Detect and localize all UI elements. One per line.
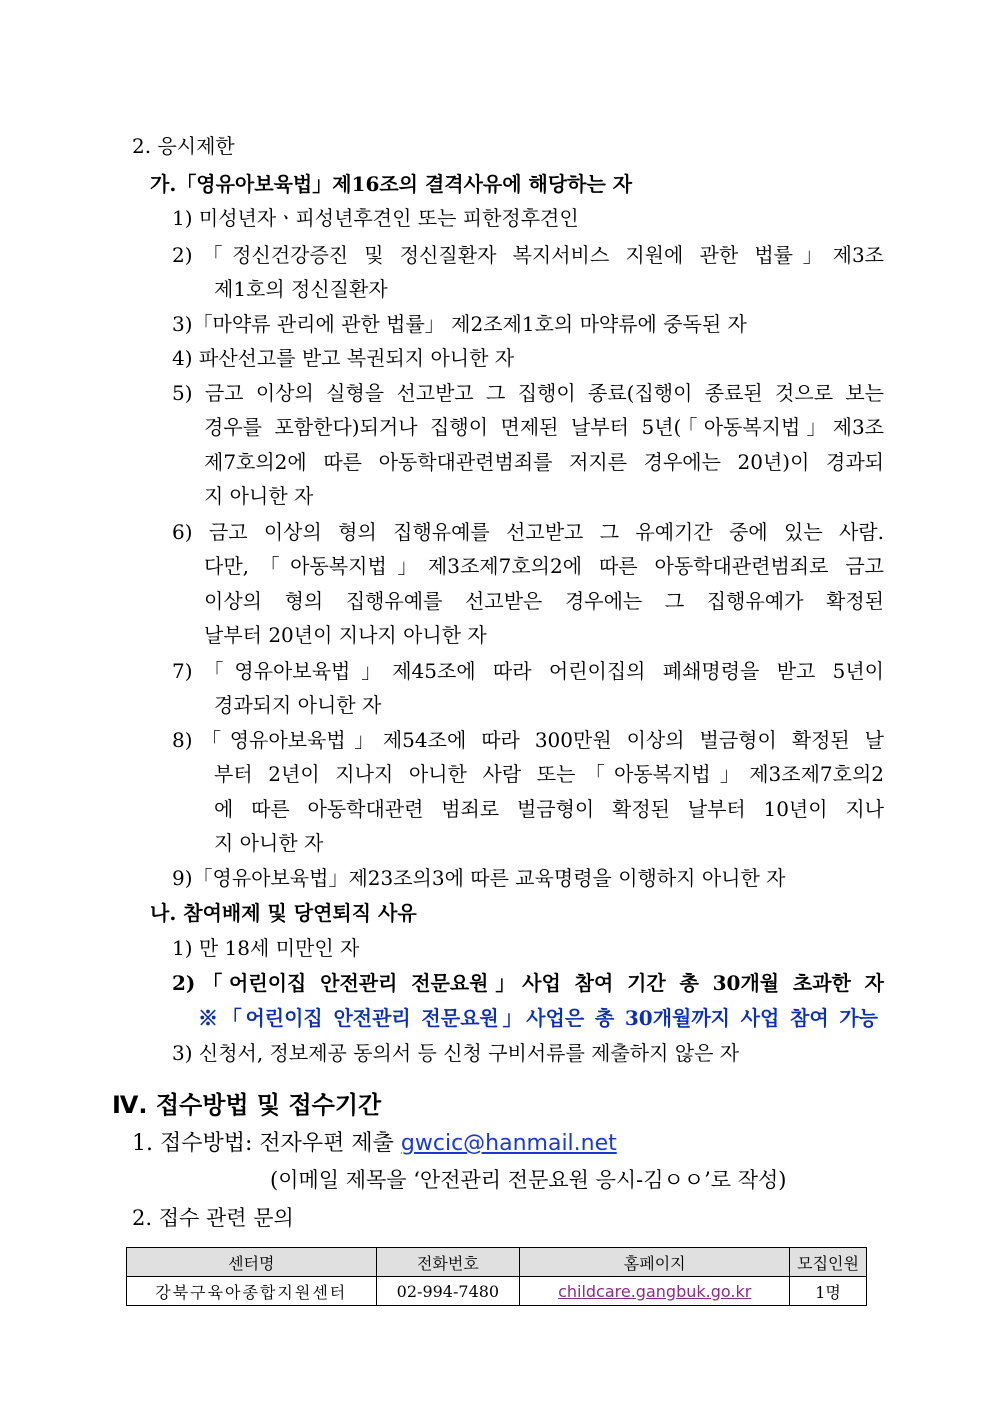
- ga-item-8-cont: 지 아니한 자: [214, 831, 324, 855]
- table-header-cell: 모집인원: [790, 1248, 867, 1277]
- table-row: [127, 1277, 867, 1306]
- ga-item-5: 5) 금고 이상의 실형을 선고받고 그 집행이 종료(집행이 종료된 것으로 보는: [172, 381, 884, 405]
- ga-item-7-cont: 경과되지 아니한 자: [214, 693, 382, 717]
- ga-item-4: 4) 파산선고를 받고 복권되지 아니한 자: [172, 346, 515, 370]
- na-item-2-note: ※「어린이집 안전관리 전문요원」사업은 총 30개월까지 사업 참여 가능: [198, 1006, 878, 1030]
- ga-item-3: 3)「마약류 관리에 관한 법률」 제2조제1호의 마약류에 중독된 자: [172, 312, 747, 336]
- ga-item-6-cont: 다만,「아동복지법」제3조제7호의2에 따른 아동학대관련범죄로 금고: [204, 554, 884, 578]
- center-name-cell: 강북구육아종합지원센터: [127, 1277, 377, 1306]
- table-header-cell: 전화번호: [376, 1248, 520, 1277]
- ga-item-2: 2)「정신건강증진 및 정신질환자 복지서비스 지원에 관한 법률」제3조: [172, 243, 884, 267]
- ga-item-5-cont: 지 아니한 자: [204, 484, 314, 508]
- ga-item-6-cont: 이상의 형의 집행유예를 선고받은 경우에는 그 집행유예가 확정된: [204, 589, 884, 613]
- iv-item-1-note: (이메일 제목을 ‘안전관리 전문요원 응시-김ㅇㅇ’로 작성): [270, 1168, 787, 1192]
- recruit-count-cell: 1명: [790, 1277, 867, 1306]
- ga-item-1: 1) 미성년자ㆍ피성년후견인 또는 피한정후견인: [172, 206, 579, 230]
- ga-item-6-cont: 날부터 20년이 지나지 아니한 자: [204, 623, 487, 647]
- ga-item-5-cont: 제7호의2에 따른 아동학대관련범죄를 저지른 경우에는 20년)이 경과되: [204, 450, 884, 474]
- iv-item-1: [132, 1128, 617, 1160]
- table-header-row: [127, 1248, 867, 1277]
- phone-cell: 02-994-7480: [376, 1277, 520, 1306]
- table-header-cell: 센터명: [127, 1248, 377, 1277]
- ga-item-8-cont: 에 따른 아동학대관련 범죄로 벌금형이 확정된 날부터 10년이 지나: [214, 797, 884, 821]
- ga-item-7: 7)「영유아보육법」제45조에 따라 어린이집의 폐쇄명령을 받고 5년이: [172, 659, 884, 683]
- ga-item-9: 9)「영유아보육법」제23조의3에 따른 교육명령을 이행하지 아니한 자: [172, 866, 786, 890]
- na-item-1: 1) 만 18세 미만인 자: [172, 936, 360, 960]
- section-iv-title: Ⅳ. 접수방법 및 접수기간: [112, 1091, 382, 1119]
- ga-item-6: 6) 금고 이상의 형의 집행유예를 선고받고 그 유예기간 중에 있는 사람.: [172, 520, 884, 544]
- na-item-2: 2)「어린이집 안전관리 전문요원」사업 참여 기간 총 30개월 초과한 자: [172, 971, 884, 995]
- iv-item-1-label: 1. 접수방법: 전자우편 제출: [132, 1131, 401, 1156]
- subsection-na: 나. 참여배제 및 당연퇴직 사유: [150, 901, 417, 925]
- homepage-cell: [520, 1277, 790, 1306]
- table-header-cell: 홈페이지: [520, 1248, 790, 1277]
- ga-item-5-cont: 경우를 포함한다)되거나 집행이 면제된 날부터 5년(「아동복지법」제3조: [204, 415, 884, 439]
- iv-item-2: 2. 접수 관련 문의: [132, 1206, 294, 1230]
- section-title: 2. 응시제한: [132, 134, 235, 158]
- email-link[interactable]: gwcic@hanmail.net: [400, 1131, 617, 1156]
- ga-item-8: 8)「영유아보육법」제54조에 따라 300만원 이상의 벌금형이 확정된 날: [172, 728, 884, 752]
- na-item-3: 3) 신청서, 정보제공 동의서 등 신청 구비서류를 제출하지 않은 자: [172, 1041, 740, 1065]
- subsection-ga: 가.「영유아보육법」제16조의 결격사유에 해당하는 자: [150, 172, 633, 196]
- ga-item-8-cont: 부터 2년이 지나지 아니한 사람 또는「아동복지법」제3조제7호의2: [214, 762, 884, 786]
- ga-item-2-cont: 제1호의 정신질환자: [214, 277, 388, 301]
- contact-table: [126, 1247, 867, 1306]
- homepage-link[interactable]: childcare.gangbuk.go.kr: [558, 1281, 752, 1301]
